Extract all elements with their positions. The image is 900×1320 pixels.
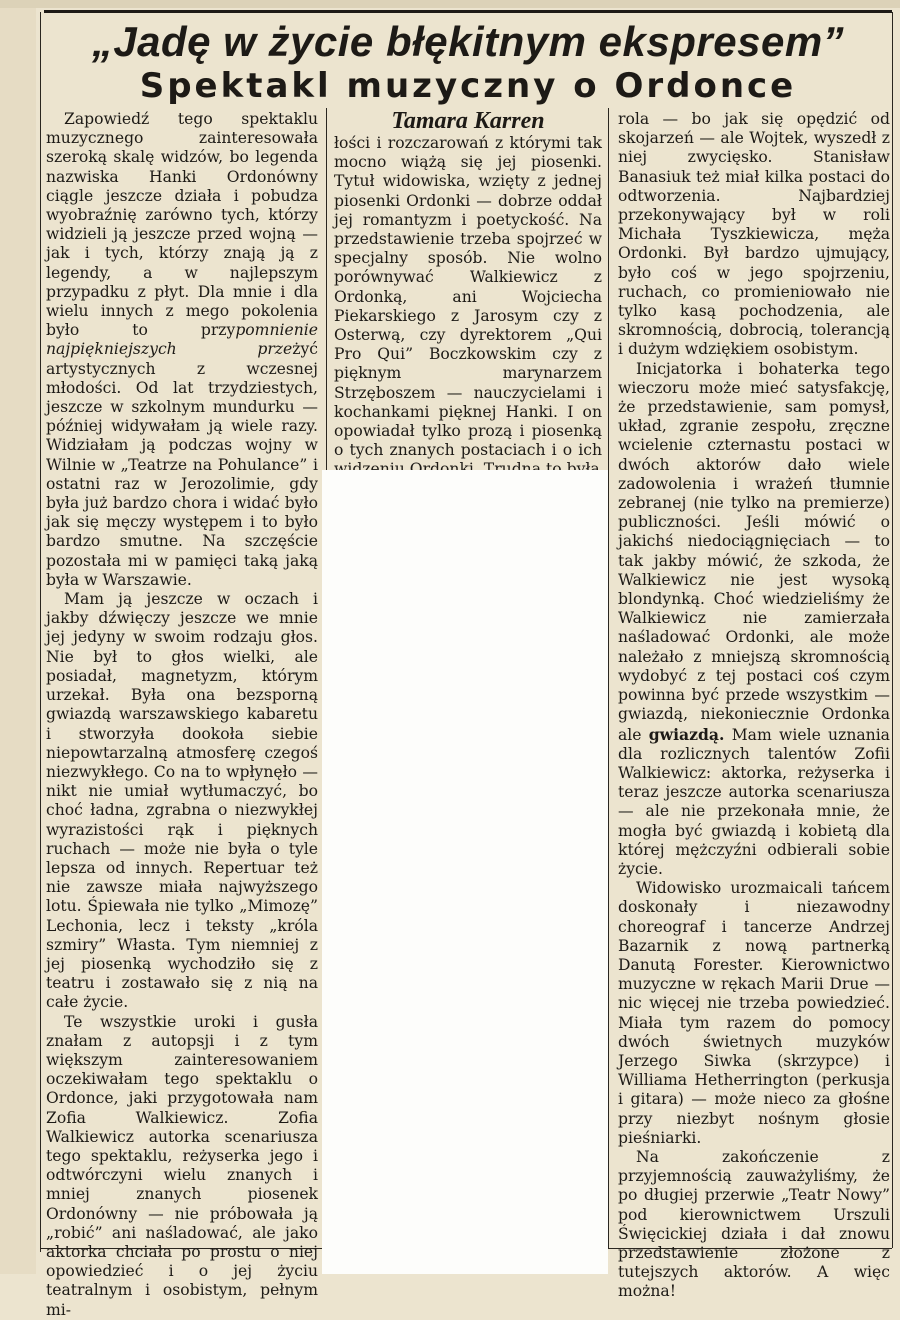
page-edge bbox=[0, 0, 36, 1274]
blank-area bbox=[322, 470, 608, 1274]
paragraph: Widowisko urozmaicali tańcem doskonały i niezawodny choreograf i tancerze Andrzej Bazarnik z nową partnerką Danutą Forester. Kierownictwo muzyczne w rękach Marii Drue — nic więcej nie trzeba powiedzieć. Miała tym razem do pomocy dwóch świetnych muzyków Jerzego Siwka (skrzypce) i Williama Hetherrington (perkusja i gitara) — może nieco za głośne przy niezbyt nośnym głosie pieśniarki. bbox=[618, 879, 890, 1147]
paragraph bbox=[46, 110, 318, 590]
bold-text-run: gwiazdą. bbox=[648, 724, 725, 744]
column-rule-2 bbox=[608, 108, 609, 1248]
italic-text-run: pomnienie najpiękniejszych prze bbox=[46, 321, 318, 359]
paragraph bbox=[618, 360, 890, 879]
article-column-3 bbox=[618, 110, 890, 1301]
text-run: Zapowiedź tego spektaklu muzycznego zainteresowała szeroką skalę widzów, bo legenda nazwiska Hanki Ordonówny ciągle jeszcze działa i pobudza wyobraźnię zarówno tych, którzy widzieli ją jeszcze przed wojną — jak i tych, którzy znają ją z legendy, a w najlepszym przypadku z płyt. Dla mnie i dla wielu innych z mego pokolenia było to przy bbox=[46, 110, 318, 340]
text-run: Mam wiele uznania dla rozlicznych talentów Zofii Walkiewicz: aktorka, reżyserka i teraz jeszcze autorka scenariusza — ale nie przekonała mnie, że mogła być gwiazdą i kobietą dla której mężczyźni odbierali sobie życie. bbox=[618, 725, 890, 878]
text-run: żyć artystycznych z wczesnej młodości. Od lat trzydziestych, jeszcze w szkolnym mundurku — później widywałam ją wiele razy. Widziałam ją podczas wojny w Wilnie w „Teatrze na Pohulance” i ostatni raz w Jerozolimie, gdy była już bardzo chora i widać było jak się męczy występem i to było bardzo smutne. Na szczęście pozostała mi w pamięci taką jaką była w Warszawie. bbox=[46, 340, 318, 589]
paragraph: Na zakończenie z przyjemnością zauważyliśmy, że po długiej przerwie „Teatr Nowy” pod kierownictwem Urszuli Święcickiej działa i dał znowu przedstawienie złożone z tutejszych aktorów. A więc można! bbox=[618, 1147, 890, 1301]
frame-left-rule bbox=[40, 12, 41, 1252]
paragraph: Mam ją jeszcze w oczach i jakby dźwięczy jeszcze we mnie jej jedyny w swoim rodzaju głos. Nie był to głos wielki, ale posiadał, magnetyzm, którym urzekał. Była ona bezsporną gwiazdą warszawskiego kabaretu i stworzyła dookoła siebie niepowtarzalną atmosferę czegoś niezwykłego. Co na to wpłynęło — nikt nie umiał wytłumaczyć, bo choć ładna, zgrabna o niezwykłej wyrazistości rąk i pięknych ruchach — może nie była o tyle lepsza od innych. Repertuar też nie zawsze miała najwyższego lotu. Śpiewała nie tylko „Mimozę” Lechonia, lecz i teksty „króla szmiry” Własta. Tym niemniej z jej piosenką wychodziło się z teatru i zostawało się z nią na całe życie. bbox=[46, 590, 318, 1012]
article-column-1 bbox=[46, 110, 318, 1319]
paragraph: łości i rozczarowań z którymi tak mocno wiążą się jej piosenki. Tytuł widowiska, wzięty z jednej piosenki Ordonki — dobrze oddał jej romantyzm i poetyckość. Na przedstawienie trzeba spojrzeć w specjalny sposób. Nie wolno porównywać Walkiewicz z Ordonką, ani Wojciecha Piekarskiego z Jarosym czy z Osterwą, czy dyrektorem „Qui Pro Qui” Boczkowskim czy z pięknym marynarzem Strzęboszem — nauczycielami i kochankami pięknej Hanki. I on opowiadał tylko prozą i piosenką o tych znanych postaciach i o ich bbox=[334, 134, 602, 460]
paragraph: rola — bo jak się opędzić od skojarzeń — ale Wojtek, wyszedł z niej zwycięsko. Stanisław Banasiuk też miał kilka postaci do odtworzenia. Najbardziej przekonywający był w roli Michała Tyszkiewicza, męża Ordonki. Był bardzo ujmujący, było coś w jego spojrzeniu, ruchach, co promieniowało nie tylko kasą pochodzenia, ale skromnością, dobrocią, tolerancją i dużym wdziękiem osobistym. bbox=[618, 110, 890, 359]
article-headline: „Jadę w życie błękitnym ekspresem” bbox=[91, 18, 845, 65]
frame-right-rule bbox=[892, 12, 893, 1248]
top-strip bbox=[0, 0, 900, 8]
author-byline: Tamara Karren bbox=[391, 108, 545, 134]
text-run: Inicjatorka i bohaterka tego wieczoru może mieć satysfakcję, że przedstawienie, sam pomysł, układ, zgranie zespołu, zręczne wcielenie czternastu postaci w dwóch aktorów dało wiele zadowolenia i wrażeń tłumnie zebranej (nie tylko na premierze) publiczności. Jeśli mówić o jakichś niedociągnięciach — to tak jakby mówić, że szkoda, że Walkiewicz nie jest wysoką blondynką. Choć wiedzieliśmy że Walkiewicz nie zamierzała naśladować Ordonki, ale może należało z mniejszą skromnością wydobyć z tej postaci coś czym powinna być przede wszystkim — gwiazdą, niekoniecznie Ordonka ale bbox=[618, 359, 890, 744]
paragraph: Te wszystkie uroki i gusła znałam z autopsji i z tym większym zainteresowaniem oczekiwałam tego spektaklu o Ordonce, jaki przygotowała nam Zofia Walkiewicz. Zofia Walkiewicz autorka scenariusza tego spektaklu, reżyserka jego i odtwórczyni wielu znanych i mniej znanych piosenek Ordonówny — nie próbowała ją „robić” ani naśladować, ale jako aktorka chciała po prostu o niej opowiedzieć i o jej życiu teatralnym i osobistym, pełnym mi- bbox=[46, 1012, 318, 1319]
article-subheadline: Spektakl muzyczny o Ordonce bbox=[139, 66, 797, 106]
article-column-2 bbox=[334, 134, 602, 469]
top-rule bbox=[44, 10, 892, 13]
